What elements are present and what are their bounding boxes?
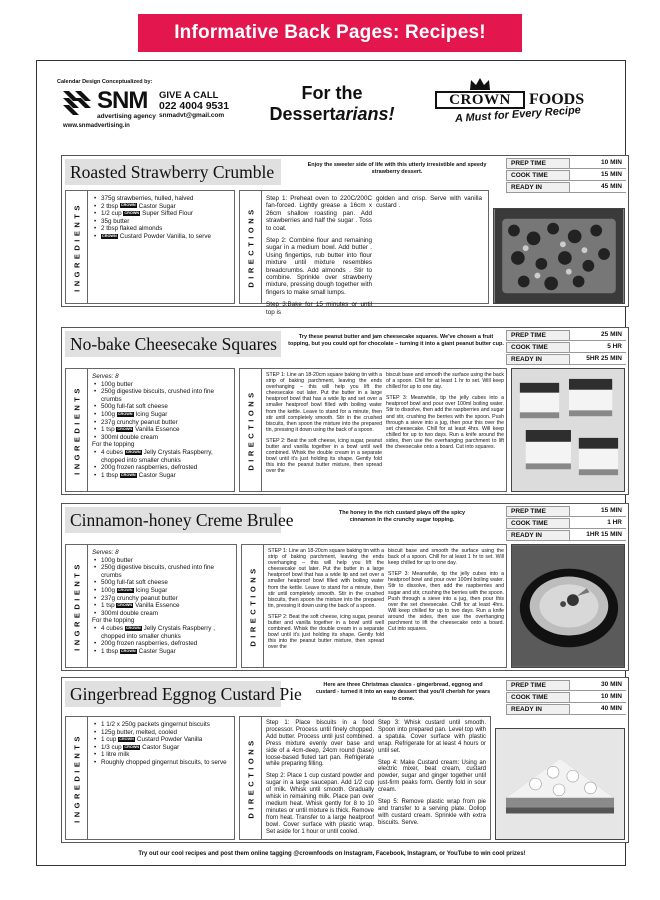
- ready-label: READY IN: [506, 704, 570, 715]
- directions-col1: [266, 372, 382, 480]
- direction-step: Step 1: Preheat oven to 220C/200C fan-forced. Lightly grease a 16cm x 26cm shallow roasting pan. Add strawberries and half the sugar . Toss to coat.: [266, 195, 372, 232]
- phone-number: 022 4004 9531: [159, 100, 230, 112]
- ingredients-label: INGREDIENTS: [66, 717, 88, 839]
- ingredient-item: • 1/3 cup CROWN Castor Sugar: [92, 744, 232, 752]
- direction-step: STEP 2: Beat the soft cheese, icing sugar, peanut butter and vanilla together in a bowl until well combined. Whisk the double cream in a separate bowl until it's just holding its shape. Gently fold this into the peanut butter mixture, then spread over the: [266, 437, 382, 475]
- crown-brand-badge: CROWN: [117, 602, 133, 607]
- directions-col2: [388, 548, 504, 637]
- ingredients-box: [65, 716, 235, 840]
- directions-col1: [268, 548, 384, 656]
- ready-value: 1HR 15 MIN: [570, 530, 626, 541]
- custard-pie-photo: [495, 728, 625, 840]
- ingredient-item: • 1/2 cup CROWN Super Sifted Flour: [92, 210, 232, 218]
- directions-box: [241, 544, 507, 668]
- recipe-title: No-bake Cheesecake Squares: [65, 331, 281, 357]
- direction-step: STEP 3: Meanwhile, tip the jelly cubes into a heatproof bowl and pour over 100ml boiling water. Stir to dissolve, then add the raspberries and sugar and stir, crushing the berries with the spoon. Push through a sieve into a jug, then pour this over the set cheesecake. Chill for at least 4hrs. Will keep chilled for up to two days. Run a knife around the sides, then use the overhanging parchment to lift the cheesecake onto a board. Cut into squares.: [386, 395, 504, 451]
- prep-label: PREP TIME: [506, 330, 570, 341]
- ingredient-item: • 1 tbsp CROWN Castor Sugar: [92, 472, 232, 480]
- calendar-sheet: [36, 60, 626, 866]
- recipe-card-creme-brulee: [61, 503, 629, 671]
- ingredients-label: INGREDIENTS: [66, 191, 88, 303]
- recipe-description: Here are three Christmas classics - gingerbread, eggnog and custard - turned it into an easy dessert that you'll cherish for years to come.: [315, 682, 491, 702]
- prep-label: PREP TIME: [506, 158, 570, 169]
- serves-count: Serves: 8: [92, 549, 119, 556]
- ingredient-item: • 1 1/2 x 250g packets gingernut biscuits: [92, 721, 232, 729]
- ingredients-box: [65, 368, 235, 492]
- ready-value: 45 MIN: [570, 182, 626, 193]
- recipe-card-strawberry-crumble: [61, 155, 629, 316]
- ingredient-section-label: For the topping: [92, 617, 135, 625]
- brand-tagline: A Must for Every Recipe: [454, 104, 582, 125]
- directions-col2: [386, 372, 504, 455]
- contact-block: [159, 91, 229, 121]
- ingredient-item: • 1 litre milk: [92, 751, 232, 759]
- prep-value: 15 MIN: [570, 506, 626, 517]
- directions-box: [239, 368, 507, 492]
- ingredient-item: • 237g crunchy peanut butter: [92, 419, 232, 427]
- sheet-header: [37, 61, 627, 147]
- ingredient-item: • 35g butter: [92, 218, 232, 226]
- brand-foods: FOODS: [529, 91, 585, 108]
- crown-brand-badge: CROWN: [117, 587, 133, 592]
- cook-label: COOK TIME: [506, 342, 570, 353]
- direction-step: STEP 1: Line an 18-20cm square baking tin with a strip of baking parchment, leaving the ends overhanging – this will help you lift the cheesecake out later. Put the butter in a large heatproof bowl that has a wide lip and set over a smaller heatproof bowl filled with boiling water from the kettle. Leave to stand for a minute, then stir until completely smooth. Stir in the crushed biscuits, then spoon the mixture into the prepared tin, pressing it down using the back of a spoon.: [266, 372, 382, 433]
- cook-value: 10 MIN: [570, 692, 626, 703]
- cook-value: 5 HR: [570, 342, 626, 353]
- directions-label: DIRECTIONS: [240, 191, 262, 303]
- recipe-card-custard-pie: [61, 677, 629, 843]
- headline-line1: For the: [301, 83, 363, 103]
- ingredient-item: • 200g frozen raspberries, defrosted: [92, 464, 232, 472]
- ingredients-label: INGREDIENTS: [66, 545, 88, 667]
- crown-brand-badge: CROWN: [120, 472, 136, 477]
- crown-brand-badge: CROWN: [125, 449, 141, 454]
- ingredient-item: • 125g butter, melted, cooled: [92, 729, 232, 737]
- cook-label: COOK TIME: [506, 518, 570, 529]
- serves-count: Serves: 8: [92, 373, 119, 380]
- prep-value: 30 MIN: [570, 680, 626, 691]
- ingredient-item: • Roughly chopped gingernut biscuits, to serve: [92, 759, 232, 767]
- ingredient-item: • 1 tsp CROWN Vanilla Essence: [92, 602, 234, 610]
- direction-step: Step 2: Place 1 cup custard powder and sugar in a large saucepan. Add 1/2 cup of milk. Whisk until smooth. Gradually whisk in remaining milk. Place pan over medium heat. Whisk gently for 8 to 10 minutes or until mixture is thick. Remove from heat. Transfer to a large heatproof bowl. Cover surface with plastic wrap. Set aside for 1 hour or until cooled.: [266, 773, 374, 835]
- directions-col1: [266, 720, 374, 841]
- ready-label: READY IN: [506, 530, 570, 541]
- headline: [257, 83, 407, 125]
- agency-name: SNM: [97, 87, 148, 114]
- ingredient-item: • 1 tsp CROWN Vanilla Essence: [92, 426, 232, 434]
- recipe-card-cheesecake-squares: [61, 327, 629, 495]
- directions-label: DIRECTIONS: [240, 717, 262, 839]
- crown-brand-badge: CROWN: [119, 737, 134, 742]
- crown-brand-badge: CROWN: [120, 203, 136, 208]
- direction-step: STEP 3: Meanwhile, tip the jelly cubes into a heatproof bowl and pour over 100ml boiling water. Stir to dissolve, then add the raspberries and sugar and stir, crushing the berries with the spoon. Push through a sieve into a jug, then pour this over the set cheesecake. Chill for at least 4hrs. Will keep chilled for up to two days. Run a knife around the sides, then use the overhanging parchment to lift the cheesecake onto a board. Cut into squares.: [388, 571, 504, 633]
- crown-brand-badge: CROWN: [117, 411, 133, 416]
- ingredients-list: [92, 549, 234, 655]
- directions-col2: [376, 195, 482, 215]
- direction-step: golden and crisp. Serve with vanilla custard .: [376, 195, 482, 210]
- design-credit: Calendar Design Conceptualized by:: [57, 79, 153, 85]
- crown-brand-badge: CROWN: [124, 211, 140, 216]
- crown-brand-badge: CROWN: [117, 426, 133, 431]
- time-table: [506, 330, 626, 366]
- ready-label: READY IN: [506, 182, 570, 193]
- recipe-title: Roasted Strawberry Crumble: [65, 159, 281, 185]
- ingredient-item: • 100g CROWN Icing Sugar: [92, 587, 234, 595]
- ingredient-item: • 200g frozen raspberries, defrosted: [92, 640, 234, 648]
- ingredient-item: • 100g butter: [92, 381, 232, 389]
- ingredient-item: • 4 cubes CROWN Jelly Crystals Raspberry , chopped into smaller chunks: [92, 625, 234, 640]
- footer-note: Try out our cool recipes and post them online tagging @crownfoods on Instagram, Facebook, Instagram, or YouTube to win cool prizes!: [138, 851, 526, 857]
- direction-step: Step 3: Whisk custard until smooth. Spoon into prepared pan. Level top with a spatula. Cover surface with plastic wrap. Refrigerate for at least 4 hours or until set.: [378, 720, 486, 754]
- creme-brulee-photo: [511, 544, 625, 668]
- ingredient-section-label: For the topping: [92, 441, 135, 449]
- ingredient-item: • 100g CROWN Icing Sugar: [92, 411, 232, 419]
- cook-label: COOK TIME: [506, 692, 570, 703]
- ingredient-item: • 2 tbsp flaked almonds: [92, 225, 232, 233]
- ingredient-item: • 500g full-fat soft cheese: [92, 579, 234, 587]
- ingredient-item: • 300ml double cream: [92, 610, 234, 618]
- ingredient-item: • 375g strawberries, hulled, halved: [92, 195, 232, 203]
- ingredient-item: • 4 cubes CROWN Jelly Crystals Raspberry, chopped into smaller chunks: [92, 449, 232, 464]
- agency-subtitle: advertising agency: [97, 113, 156, 120]
- ingredient-item: • 250g digestive biscuits, crushed into fine crumbs: [92, 388, 232, 403]
- prep-value: 25 MIN: [570, 330, 626, 341]
- ready-value: 5HR 25 MIN: [570, 354, 626, 365]
- direction-step: biscuit base and smooth the surface using the back of a spoon. Chill for at least 1 hr to set. Will keep chilled for up to one day.: [386, 372, 504, 391]
- cheesecake-squares-photo: [511, 368, 625, 492]
- headline-line2: Dessertarians!: [269, 104, 395, 124]
- direction-step: Step 3:Bake for 15 minutes or until top is: [266, 301, 372, 316]
- direction-step: STEP 1: Line an 18-20cm square baking tin with a strip of baking parchment, leaving the ends overhanging – this will help you lift the cheesecake out later. Put the butter in a large heatproof bowl that has a wide lip and set over a smaller heatproof bowl filled with boiling water from the kettle. Leave to stand for a minute, then stir until completely smooth. Stir in the crushed biscuits, then spoon the mixture into the prepared tin, pressing it down using the back of a spoon.: [268, 548, 384, 609]
- crown-icon: [469, 77, 491, 91]
- directions-col2: [378, 720, 486, 832]
- time-table: [506, 158, 626, 194]
- ingredient-item: • 2 tbsp CROWN Castor Sugar: [92, 203, 232, 211]
- ingredient-item: • 237g crunchy peanut butter: [92, 595, 234, 603]
- ingredients-list: [92, 721, 232, 767]
- ingredient-item: • 250g digestive biscuits, crushed into fine crumbs: [92, 564, 234, 579]
- ingredient-item: • 1 tbsp CROWN Caster Sugar: [92, 648, 234, 656]
- recipe-title: Gingerbread Eggnog Custard Pie: [65, 681, 281, 707]
- cook-value: 1 HR: [570, 518, 626, 529]
- recipe-title: Cinnamon-honey Creme Brulee: [65, 507, 281, 533]
- directions-box: [239, 716, 491, 840]
- direction-step: Step 5: Remove plastic wrap from pie and transfer to a serving plate. Dollop with custard cream. Sprinkle with extra biscuits. Serve.: [378, 799, 486, 826]
- agency-url: www.snmadvertising.in: [63, 123, 130, 129]
- directions-col1: [266, 195, 372, 321]
- recipe-description: The honey in the rich custard plays off the spicy cinnamon in the crunchy sugar topping.: [338, 510, 466, 523]
- direction-step: STEP 2: Beat the soft cheese, icing sugar, peanut butter and vanilla together in a bowl until well combined. Whisk the double cream in a separate bowl until it's just holding its shape. Gently fold this into the peanut butter mixture, then spread over the: [268, 613, 384, 651]
- crown-brand-badge: CROWN: [102, 233, 117, 238]
- crown-brand-badge: CROWN: [125, 625, 141, 630]
- ingredient-item: • 100g butter: [92, 557, 234, 565]
- time-table: [506, 680, 626, 716]
- directions-label: DIRECTIONS: [240, 369, 262, 491]
- cook-value: 15 MIN: [570, 170, 626, 181]
- direction-step: Step 4: Make Custard cream: Using an electric mixer, beat cream, custard powder, sugar and ginger together until just-firm peaks form. Gently fold in sour cream.: [378, 759, 486, 794]
- prep-label: PREP TIME: [506, 680, 570, 691]
- ready-label: READY IN: [506, 354, 570, 365]
- cook-label: COOK TIME: [506, 170, 570, 181]
- directions-box: [239, 190, 489, 316]
- directions-label: DIRECTIONS: [242, 545, 264, 667]
- ingredient-item: • 1 cup CROWN Custard Powder Vanilla: [92, 736, 232, 744]
- snm-logo-icon: [61, 87, 93, 117]
- crown-brand-badge: CROWN: [120, 648, 136, 653]
- call-label: GIVE A CALL: [159, 90, 219, 101]
- prep-value: 10 MIN: [570, 158, 626, 169]
- strawberry-crumble-photo: [493, 208, 625, 304]
- ingredients-box: [65, 544, 237, 668]
- contact-email: snmadvt@gmail.com: [159, 112, 225, 119]
- ready-value: 40 MIN: [570, 704, 626, 715]
- ingredients-label: INGREDIENTS: [66, 369, 88, 491]
- crown-brand-badge: CROWN: [124, 744, 140, 749]
- ingredients-box: [65, 190, 235, 304]
- recipe-description: Try these peanut butter and jam cheesecake squares. We've chosen a fruit topping, but you could opt for chocolate – turning it into a giant peanut butter cup.: [288, 334, 504, 347]
- brand-logo-box: CROWN: [435, 91, 525, 109]
- direction-step: Step 2: Combine flour and remaining sugar in a medium bowl. Add butter . Using fingertips, rub butter into flour mixture until mixture resembles breadcrumbs. Add almonds . Stir to combine. Sprinkle over strawberry mixture, pressing dough together with fingers to make small lumps.: [266, 237, 372, 296]
- ingredients-list: [92, 195, 232, 241]
- ingredient-item: • CROWN Custard Powder Vanilla, to serve: [92, 233, 232, 241]
- direction-step: Step 1: Place biscuits in a food processor. Process until finely chopped. Add butter. Process until just combined. Press mixture evenly over base and side of a 4cm-deep, 24cm round (base) loose-based fluted tart pan. Refrigerate while preparing filling.: [266, 720, 374, 768]
- ingredients-list: [92, 373, 232, 479]
- ingredient-item: • 500g full-fat soft cheese: [92, 403, 232, 411]
- prep-label: PREP TIME: [506, 506, 570, 517]
- recipe-description: Enjoy the sweeter side of life with this utterly irresistible and speedy strawberry dessert.: [307, 162, 487, 175]
- time-table: [506, 506, 626, 542]
- direction-step: biscuit base and smooth the surface using the back of a spoon. Chill for at least 1 hr to set. Will keep chilled for up to one day.: [388, 548, 504, 567]
- ingredient-item: • 300ml double cream: [92, 434, 232, 442]
- page-banner: Informative Back Pages: Recipes!: [138, 14, 522, 52]
